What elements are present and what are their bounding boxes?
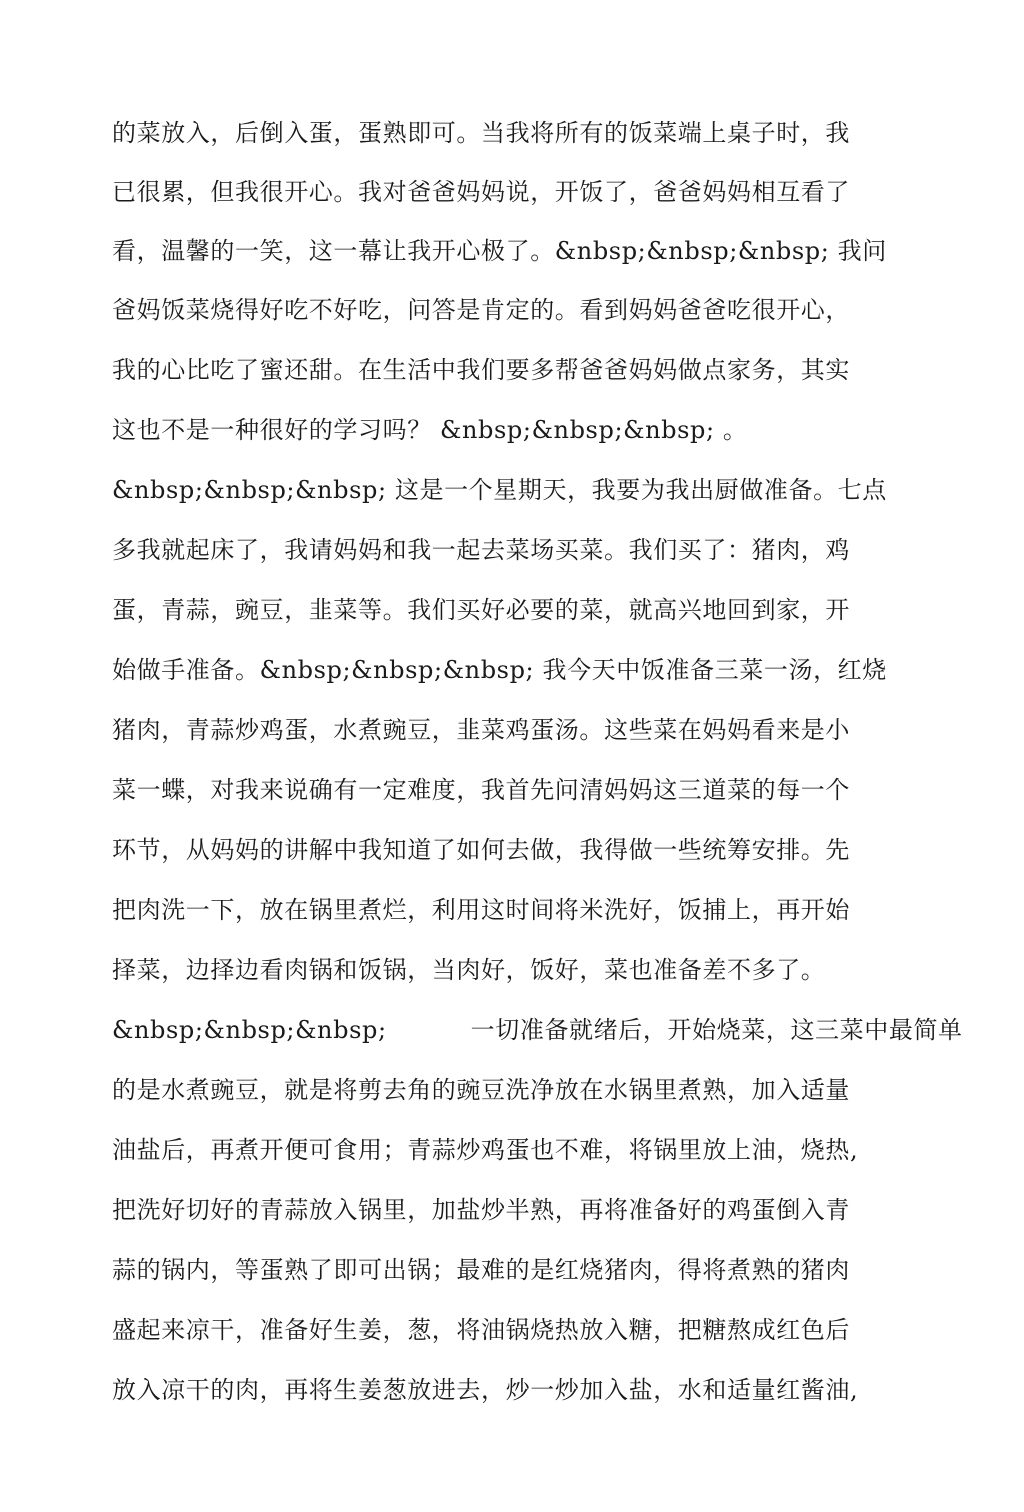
text-line-left: &nbsp;&nbsp;&nbsp; (112, 1016, 387, 1044)
text-line: 油盐后，再煮开便可食用；青蒜炒鸡蛋也不难，将锅里放上油，烧热, (112, 1136, 859, 1164)
text-line: 始做手准备。&nbsp;&nbsp;&nbsp; 我今天中饭准备三菜一汤，红烧 (112, 656, 887, 684)
text-line: 我的心比吃了蜜还甜。在生活中我们要多帮爸爸妈妈做点家务，其实 (112, 356, 850, 384)
text-line-right: 一切准备就绪后，开始烧菜，这三菜中最简单 (470, 1016, 963, 1044)
text-line: 的菜放入，后倒入蛋，蛋熟即可。当我将所有的饭菜端上桌子时，我 (112, 119, 850, 147)
text-line: 看，温馨的一笑，这一幕让我开心极了。&nbsp;&nbsp;&nbsp; 我问 (112, 237, 887, 265)
text-line: 已很累，但我很开心。我对爸爸妈妈说，开饭了，爸爸妈妈相互看了 (112, 178, 850, 206)
text-line: 多我就起床了，我请妈妈和我一起去菜场买菜。我们买了：猪肉，鸡 (112, 536, 850, 564)
text-line: 猪肉，青蒜炒鸡蛋，水煮豌豆，韭菜鸡蛋汤。这些菜在妈妈看来是小 (112, 716, 850, 744)
text-line: 环节，从妈妈的讲解中我知道了如何去做，我得做一些统筹安排。先 (112, 836, 850, 864)
text-line: &nbsp;&nbsp;&nbsp; 这是一个星期天，我要为我出厨做准备。七点 (112, 476, 887, 504)
text-line: 把肉洗一下，放在锅里煮烂，利用这时间将米洗好，饭捕上，再开始 (112, 896, 850, 924)
text-line: 择菜，边择边看肉锅和饭锅，当肉好，饭好，菜也准备差不多了。 (112, 956, 826, 984)
text-line: 的是水煮豌豆，就是将剪去角的豌豆洗净放在水锅里煮熟，加入适量 (112, 1076, 850, 1104)
text-line: 菜一蝶，对我来说确有一定难度，我首先问清妈妈这三道菜的每一个 (112, 776, 850, 804)
text-line: 蒜的锅内，等蛋熟了即可出锅；最难的是红烧猪肉，得将煮熟的猪肉 (112, 1256, 850, 1284)
text-line: 把洗好切好的青蒜放入锅里，加盐炒半熟，再将准备好的鸡蛋倒入青 (112, 1196, 850, 1224)
text-line: 盛起来凉干，准备好生姜，葱，将油锅烧热放入糖，把糖熬成红色后 (112, 1316, 850, 1344)
text-line: 爸妈饭菜烧得好吃不好吃，问答是肯定的。看到妈妈爸爸吃很开心， (112, 296, 850, 324)
text-line: 这也不是一种很好的学习吗？ &nbsp;&nbsp;&nbsp; 。 (112, 416, 748, 444)
text-line: 放入凉干的肉，再将生姜葱放进去，炒一炒加入盐，水和适量红酱油, (112, 1376, 859, 1404)
text-line: 蛋，青蒜，豌豆，韭菜等。我们买好必要的菜，就高兴地回到家，开 (112, 596, 850, 624)
text-line-split (112, 1015, 963, 1045)
